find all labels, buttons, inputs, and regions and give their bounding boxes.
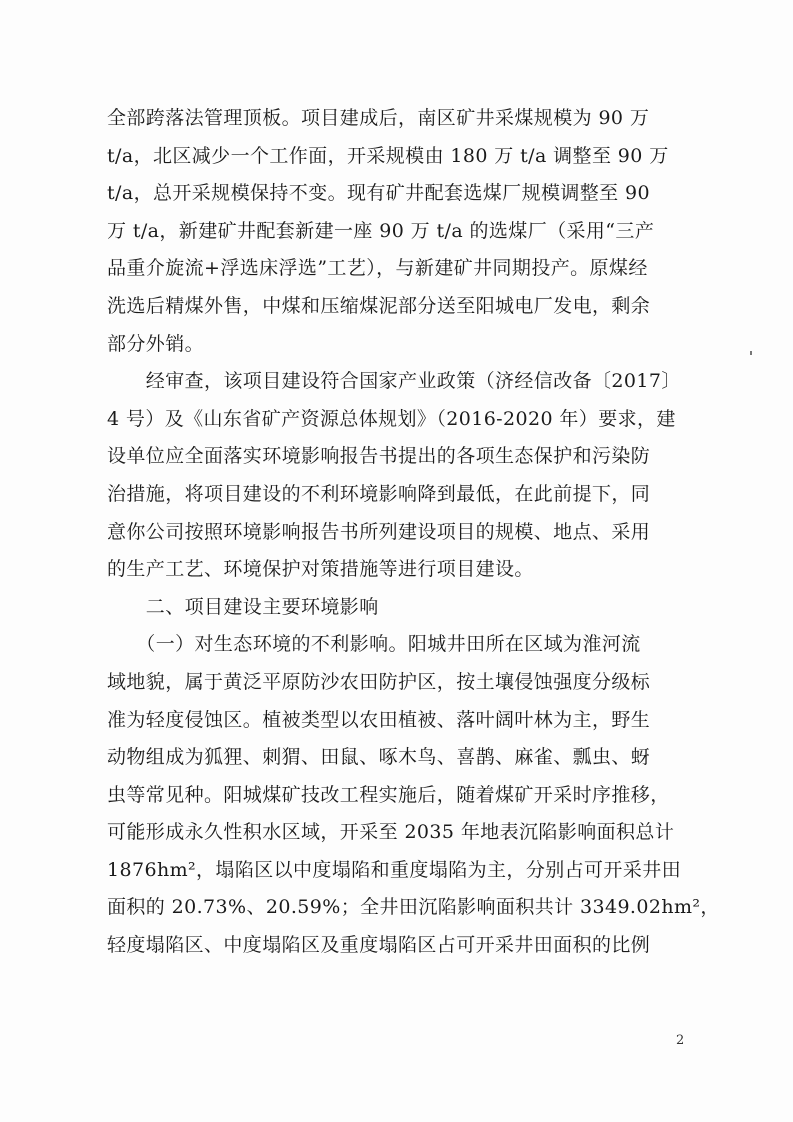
text-line: 1876hm²，塌陷区以中度塌陷和重度塌陷为主，分别占可开采井田 bbox=[107, 858, 682, 881]
text-line: t/a，北区减少一个工作面，开采规模由 180 万 t/a 调整至 90 万 bbox=[107, 144, 669, 167]
text-line: 治措施，将项目建设的不利环境影响降到最低，在此前提下，同 bbox=[107, 482, 651, 505]
body-text bbox=[107, 100, 720, 965]
text-line: 面积的 20.73%、20.59%；全井田沉陷影响面积共计 3349.02hm²， bbox=[107, 896, 720, 919]
text-line: 轻度塌陷区、中度塌陷区及重度塌陷区占可开采井田面积的比例 bbox=[107, 934, 651, 957]
text-line: 洗选后精煤外售，中煤和压缩煤泥部分送至阳城电厂发电，剩余 bbox=[107, 294, 651, 317]
text-line: 虫等常见种。阳城煤矿技改工程实施后，随着煤矿开采时序推移， bbox=[107, 783, 670, 806]
text-line: 经审查，该项目建设符合国家产业政策（济经信改备〔2017〕 bbox=[107, 370, 681, 393]
text-line: 动物组成为狐狸、刺猬、田鼠、啄木鸟、喜鹊、麻雀、瓢虫、蚜 bbox=[107, 746, 651, 769]
text-line: 准为轻度侵蚀区。植被类型以农田植被、落叶阔叶林为主，野生 bbox=[107, 708, 651, 731]
page-number: 2 bbox=[676, 1033, 685, 1048]
scan-speck bbox=[750, 351, 752, 355]
text-line: 可能形成永久性积水区域，开采至 2035 年地表沉陷影响面积总计 bbox=[107, 821, 675, 844]
text-line: （一）对生态环境的不利影响。阳城井田所在区域为淮河流 bbox=[107, 633, 641, 656]
text-line: 意你公司按照环境影响报告书所列建设项目的规模、地点、采用 bbox=[107, 520, 651, 543]
text-line: 万 t/a，新建矿井配套新建一座 90 万 t/a 的选煤厂（采用“三产 bbox=[107, 219, 655, 242]
text-line: 4 号）及《山东省矿产资源总体规划》（2016-2020 年）要求，建 bbox=[107, 407, 676, 430]
text-line: 品重介旋流+浮选床浮选”工艺），与新建矿井同期投产。原煤经 bbox=[107, 257, 648, 280]
text-line: t/a，总开采规模保持不变。现有矿井配套选煤厂规模调整至 90 bbox=[107, 182, 650, 205]
text-line: 设单位应全面落实环境影响报告书提出的各项生态保护和污染防 bbox=[107, 445, 651, 468]
text-line: 全部跨落法管理顶板。项目建成后，南区矿井采煤规模为 90 万 bbox=[107, 107, 650, 129]
section-heading: 二、项目建设主要环境影响 bbox=[107, 595, 379, 618]
text-line: 部分外销。 bbox=[107, 332, 205, 355]
text-line: 的生产工艺、环境保护对策措施等进行项目建设。 bbox=[107, 558, 534, 581]
text-line: 域地貌，属于黄泛平原防沙农田防护区，按土壤侵蚀强度分级标 bbox=[107, 670, 651, 693]
